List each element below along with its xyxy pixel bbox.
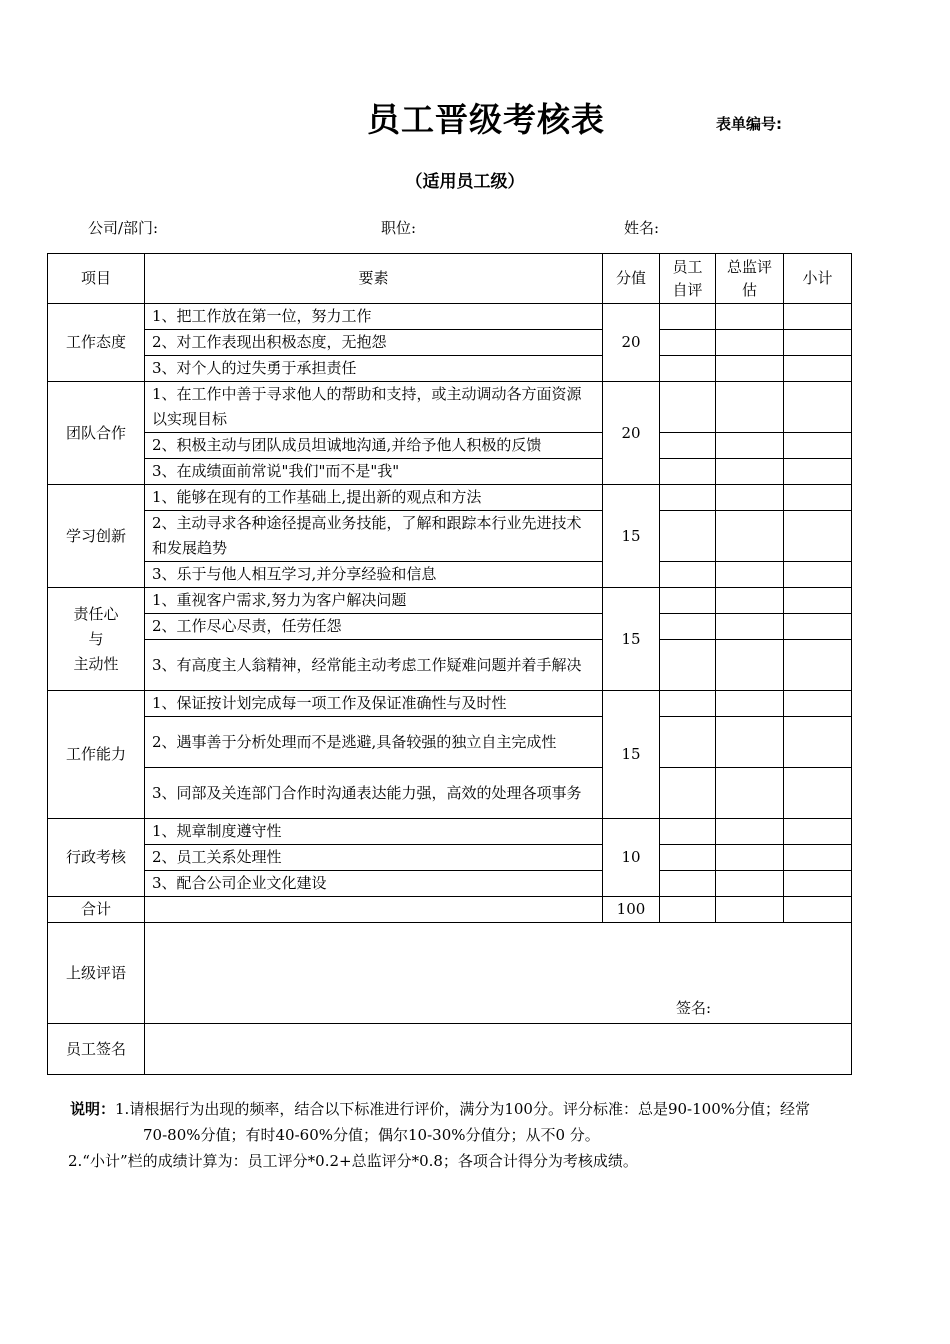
self-score-cell[interactable] — [660, 459, 716, 485]
total-row — [48, 897, 852, 923]
total-score: 100 — [603, 897, 660, 923]
signature-label: 签名: — [675, 999, 711, 1017]
director-score-cell[interactable] — [716, 845, 784, 871]
section-score: 15 — [603, 485, 660, 588]
director-score-cell[interactable] — [716, 871, 784, 897]
director-score-cell[interactable] — [716, 459, 784, 485]
table-row — [48, 717, 852, 768]
self-score-cell[interactable] — [660, 871, 716, 897]
table-row — [48, 356, 852, 382]
table-row — [48, 768, 852, 819]
subtotal-cell[interactable] — [784, 330, 852, 356]
supervisor-comment-row — [48, 923, 852, 1024]
note-line-1: 说明：1.请根据行为出现的频率，结合以下标准进行评价，满分为100分。评分标准：总是90-100%分值；经常 — [70, 1100, 811, 1118]
subtotal-cell[interactable] — [784, 588, 852, 614]
table-row — [48, 330, 852, 356]
section-score: 20 — [603, 304, 660, 382]
subtotal-total-cell[interactable] — [784, 897, 852, 923]
criterion-text: 3、有高度主人翁精神，经常能主动考虑工作疑难问题并着手解决 — [145, 640, 603, 691]
director-score-cell[interactable] — [716, 330, 784, 356]
subtotal-cell[interactable] — [784, 304, 852, 330]
criterion-text: 2、主动寻求各种途径提高业务技能，了解和跟踪本行业先进技术和发展趋势 — [145, 511, 603, 562]
self-score-cell[interactable] — [660, 691, 716, 717]
self-score-cell[interactable] — [660, 614, 716, 640]
subtotal-cell[interactable] — [784, 356, 852, 382]
self-score-cell[interactable] — [660, 511, 716, 562]
form-subtitle: （适用员工级） — [405, 172, 525, 192]
self-score-cell[interactable] — [660, 845, 716, 871]
header-score: 分值 — [603, 254, 660, 304]
table-row — [48, 562, 852, 588]
table-row — [48, 304, 852, 330]
table-row — [48, 459, 852, 485]
director-score-cell[interactable] — [716, 485, 784, 511]
self-score-cell[interactable] — [660, 562, 716, 588]
criterion-text: 3、对个人的过失勇于承担责任 — [145, 356, 603, 382]
director-score-cell[interactable] — [716, 614, 784, 640]
self-score-total-cell[interactable] — [660, 897, 716, 923]
table-row — [48, 819, 852, 845]
section-score: 15 — [603, 691, 660, 819]
section-responsibility-initiative: 责任心 与 主动性 — [48, 588, 145, 691]
section-administrative: 行政考核 — [48, 819, 145, 897]
self-score-cell[interactable] — [660, 768, 716, 819]
director-score-cell[interactable] — [716, 433, 784, 459]
criterion-text: 2、员工关系处理性 — [145, 845, 603, 871]
table-row — [48, 871, 852, 897]
department-label: 公司/部门: — [88, 219, 159, 237]
self-score-cell[interactable] — [660, 304, 716, 330]
table-row — [48, 691, 852, 717]
table-row — [48, 588, 852, 614]
subtotal-cell[interactable] — [784, 485, 852, 511]
criterion-text: 3、在成绩面前常说"我们"而不是"我" — [145, 459, 603, 485]
director-score-cell[interactable] — [716, 691, 784, 717]
director-score-cell[interactable] — [716, 562, 784, 588]
section-teamwork: 团队合作 — [48, 382, 145, 485]
criterion-text: 1、规章制度遵守性 — [145, 819, 603, 845]
criterion-text: 2、工作尽心尽责，任劳任怨 — [145, 614, 603, 640]
employee-signature-label: 员工签名 — [48, 1024, 145, 1075]
subtotal-cell[interactable] — [784, 691, 852, 717]
criterion-text: 2、对工作表现出积极态度，无抱怨 — [145, 330, 603, 356]
employee-signature-row — [48, 1024, 852, 1075]
self-score-cell[interactable] — [660, 382, 716, 433]
table-row — [48, 433, 852, 459]
director-score-cell[interactable] — [716, 382, 784, 433]
subtotal-cell[interactable] — [784, 819, 852, 845]
director-score-cell[interactable] — [716, 304, 784, 330]
table-row — [48, 845, 852, 871]
self-score-cell[interactable] — [660, 330, 716, 356]
director-score-cell[interactable] — [716, 768, 784, 819]
header-item: 项目 — [48, 254, 145, 304]
self-score-cell[interactable] — [660, 640, 716, 691]
table-row — [48, 382, 852, 433]
criterion-text: 3、乐于与他人相互学习,并分享经验和信息 — [145, 562, 603, 588]
section-score: 15 — [603, 588, 660, 691]
subtotal-cell[interactable] — [784, 640, 852, 691]
section-work-ability: 工作能力 — [48, 691, 145, 819]
header-self-evaluation: 员工 自评 — [660, 254, 716, 304]
total-blank — [145, 897, 603, 923]
table-header-row — [48, 254, 852, 304]
director-score-cell[interactable] — [716, 717, 784, 768]
supervisor-comment-label: 上级评语 — [48, 923, 145, 1024]
evaluation-table — [47, 253, 852, 1075]
header-subtotal: 小计 — [784, 254, 852, 304]
criterion-text: 1、重视客户需求,努力为客户解决问题 — [145, 588, 603, 614]
criterion-text: 1、把工作放在第一位，努力工作 — [145, 304, 603, 330]
table-row — [48, 511, 852, 562]
position-label: 职位: — [381, 219, 417, 237]
self-score-cell[interactable] — [660, 717, 716, 768]
employee-signature-field[interactable] — [145, 1024, 852, 1075]
criterion-text: 1、在工作中善于寻求他人的帮助和支持，或主动调动各方面资源以实现目标 — [145, 382, 603, 433]
supervisor-comment-field[interactable] — [145, 923, 852, 1024]
criterion-text: 2、遇事善于分析处理而不是逃避,具备较强的独立自主完成性 — [145, 717, 603, 768]
director-score-cell[interactable] — [716, 356, 784, 382]
header-elements: 要素 — [145, 254, 603, 304]
subtotal-cell[interactable] — [784, 382, 852, 433]
subtotal-cell[interactable] — [784, 768, 852, 819]
director-score-cell[interactable] — [716, 640, 784, 691]
criterion-text: 3、同部及关连部门合作时沟通表达能力强，高效的处理各项事务 — [145, 768, 603, 819]
form-title: 员工晋级考核表 — [367, 100, 605, 139]
note-line-1-continued: 70-80%分值；有时40-60%分值；偶尔10-30%分值分；从不0 分。 — [143, 1126, 600, 1144]
subtotal-cell[interactable] — [784, 717, 852, 768]
self-score-cell[interactable] — [660, 588, 716, 614]
director-score-cell[interactable] — [716, 588, 784, 614]
section-score: 10 — [603, 819, 660, 897]
subtotal-cell[interactable] — [784, 511, 852, 562]
section-score: 20 — [603, 382, 660, 485]
criterion-text: 1、能够在现有的工作基础上,提出新的观点和方法 — [145, 485, 603, 511]
name-label: 姓名: — [624, 219, 660, 237]
table-row — [48, 640, 852, 691]
criterion-text: 2、积极主动与团队成员坦诚地沟通,并给予他人积极的反馈 — [145, 433, 603, 459]
director-score-cell[interactable] — [716, 511, 784, 562]
form-number-label: 表单编号: — [716, 115, 782, 133]
table-row — [48, 614, 852, 640]
total-label: 合计 — [48, 897, 145, 923]
director-score-cell[interactable] — [716, 819, 784, 845]
director-score-total-cell[interactable] — [716, 897, 784, 923]
subtotal-cell[interactable] — [784, 433, 852, 459]
self-score-cell[interactable] — [660, 819, 716, 845]
self-score-cell[interactable] — [660, 485, 716, 511]
note-line-2: 2.“小计”栏的成绩计算为：员工评分*0.2+总监评分*0.8；各项合计得分为考核成绩。 — [68, 1152, 638, 1170]
self-score-cell[interactable] — [660, 356, 716, 382]
notes-label: 说明： — [70, 1100, 116, 1118]
subtotal-cell[interactable] — [784, 562, 852, 588]
subtotal-cell[interactable] — [784, 459, 852, 485]
section-work-attitude: 工作态度 — [48, 304, 145, 382]
criterion-text: 3、配合公司企业文化建设 — [145, 871, 603, 897]
section-learning-innovation: 学习创新 — [48, 485, 145, 588]
header-director-evaluation: 总监评 估 — [716, 254, 784, 304]
notes-section — [70, 1096, 890, 1174]
subtotal-cell[interactable] — [784, 614, 852, 640]
self-score-cell[interactable] — [660, 433, 716, 459]
subtotal-cell[interactable] — [784, 871, 852, 897]
table-row — [48, 485, 852, 511]
criterion-text: 1、保证按计划完成每一项工作及保证准确性与及时性 — [145, 691, 603, 717]
subtotal-cell[interactable] — [784, 845, 852, 871]
